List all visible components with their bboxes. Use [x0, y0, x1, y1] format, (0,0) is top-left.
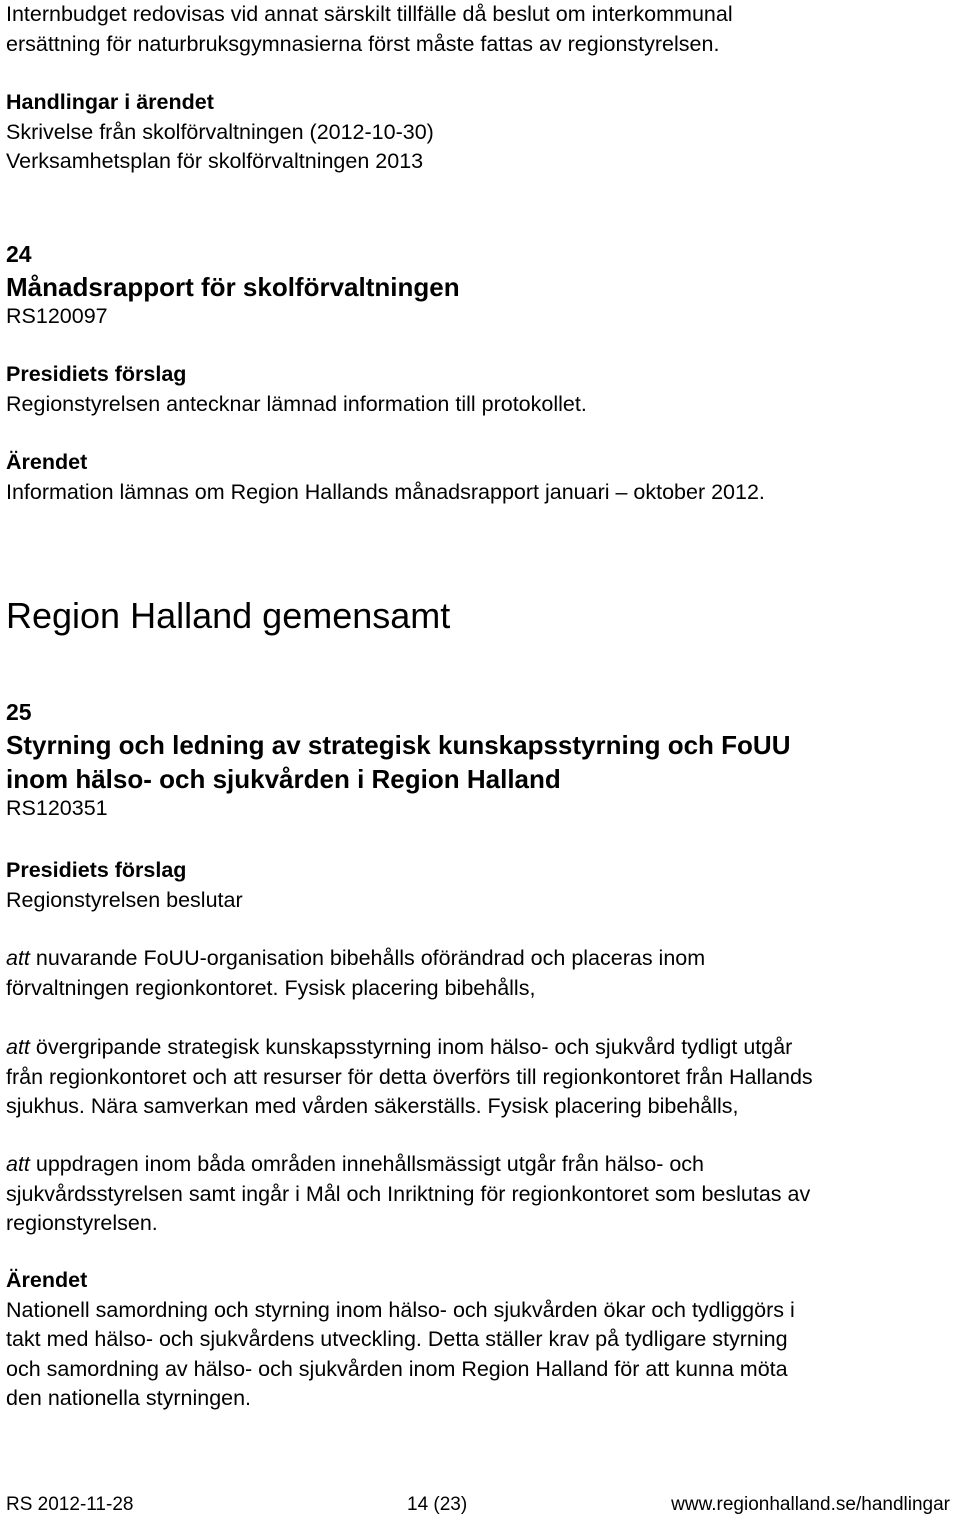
- section-title: Region Halland gemensamt: [6, 595, 451, 636]
- item-title: inom hälso- och sjukvården i Region Halland: [6, 764, 561, 794]
- item-24-proposal: [6, 360, 587, 419]
- matter-heading: Ärendet: [6, 450, 88, 474]
- handling-item: Verksamhetsplan för skolförvaltningen 2013: [6, 149, 424, 173]
- item-24-matter: [6, 448, 765, 507]
- proposal-heading: Presidiets förslag: [6, 858, 187, 882]
- att-line: sjukhus. Nära samverkan med vården säkerställs. Fysisk placering bibehålls,: [6, 1094, 739, 1118]
- item-ref: RS120097: [6, 304, 108, 328]
- footer-date: RS 2012-11-28: [6, 1494, 134, 1515]
- att-text: nuvarande FoUU-organisation bibehålls oförändrad och placeras inom: [29, 946, 706, 970]
- matter-line: Nationell samordning och styrning inom hälso- och sjukvården ökar och tydliggörs i: [6, 1297, 795, 1322]
- matter-line: takt med hälso- och sjukvårdens utveckling. Detta ställer krav på tydligare styrning: [6, 1327, 788, 1351]
- intro-paragraph: [6, 0, 733, 59]
- matter-text: Information lämnas om Region Hallands månadsrapport januari – oktober 2012.: [6, 479, 765, 504]
- footer-page-number: 14 (23): [407, 1494, 468, 1515]
- att-line: [6, 1150, 810, 1180]
- att-text: uppdragen inom båda områden innehållsmässigt utgår från hälso- och: [29, 1152, 704, 1176]
- att-text: övergripande strategisk kunskapsstyrning inom hälso- och sjukvård tydligt utgår: [29, 1035, 793, 1059]
- section-heading-block: [6, 596, 450, 636]
- att-word: att: [6, 1152, 30, 1176]
- footer-link[interactable]: www.regionhalland.se/handlingar: [671, 1494, 950, 1515]
- intro-line: Internbudget redovisas vid annat särskilt tillfälle då beslut om interkommunal: [6, 2, 733, 26]
- proposal-heading: Presidiets förslag: [6, 362, 187, 386]
- item-25-proposal: [6, 856, 243, 915]
- item-24: [6, 238, 460, 332]
- att-line: från regionkontoret och att resurser för detta överförs till regionkontoret från Hallands: [6, 1064, 813, 1089]
- page-footer: [6, 1493, 950, 1517]
- att-line: regionstyrelsen.: [6, 1211, 158, 1235]
- att-word: att: [6, 1035, 30, 1059]
- item-ref: RS120351: [6, 796, 108, 820]
- item-number: 24: [6, 241, 32, 267]
- handling-item: Skrivelse från skolförvaltningen (2012-10-30): [6, 119, 434, 144]
- att-clause-2: [6, 1033, 813, 1122]
- att-line: sjukvårdsstyrelsen samt ingår i Mål och Inriktning för regionkontoret som beslutas av: [6, 1181, 811, 1206]
- item-25-matter: [6, 1266, 795, 1414]
- att-line: [6, 1033, 813, 1063]
- item-title: Styrning och ledning av strategisk kunskapsstyrning och FoUU: [6, 730, 791, 760]
- handlingar-heading: Handlingar i ärendet: [6, 90, 214, 114]
- att-clause-1: [6, 944, 705, 1003]
- proposal-text: Regionstyrelsen antecknar lämnad information till protokollet.: [6, 391, 587, 416]
- att-line: [6, 944, 705, 974]
- intro-line: ersättning för naturbruksgymnasierna först måste fattas av regionstyrelsen.: [6, 31, 720, 56]
- matter-line: och samordning av hälso- och sjukvården inom Region Halland för att kunna möta: [6, 1356, 788, 1381]
- handlingar-block: [6, 88, 434, 177]
- att-clause-3: [6, 1150, 810, 1239]
- att-line: förvaltningen regionkontoret. Fysisk placering bibehålls,: [6, 975, 536, 1000]
- item-title: Månadsrapport för skolförvaltningen: [6, 272, 460, 302]
- att-word: att: [6, 946, 30, 970]
- matter-heading: Ärendet: [6, 1268, 88, 1292]
- proposal-intro: Regionstyrelsen beslutar: [6, 887, 243, 912]
- matter-line: den nationella styrningen.: [6, 1386, 252, 1410]
- item-25: [6, 696, 790, 824]
- item-number: 25: [6, 699, 32, 725]
